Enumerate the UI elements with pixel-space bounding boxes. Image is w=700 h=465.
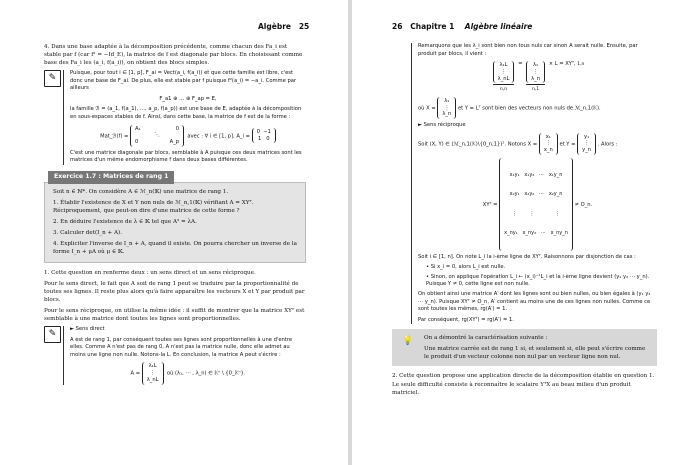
vx3: x_n [543, 147, 553, 154]
right-intro: Remarquons que les λ_i sont bien non tous nuls car sinon A serait nulle. Ensuite, par produit par blocs, il vient : [418, 43, 638, 57]
right-column [392, 43, 657, 400]
vy1: y₁ [584, 133, 590, 140]
remark2-r1: λ₁L [148, 363, 157, 370]
obtient-paragraph: On obtient ainsi une matrice A′ dont les lignes sont ou bien nulles, ou bien égales à (y₁ y₂ ⋯ y_n). Puisque XYᵀ ≠ O_n, A′ contient au moins une de ces lignes non nulles. Comme ce sont toutes les mêmes, rg(A′) = 1. [418, 290, 651, 313]
remark1-p2: la famille ℬ = (a_1, f(a_1), …, a_p, f(a_p)) est une base de E, adaptée à la décomposition en sous-espaces stables de f. Ainsi, dans cette base, la matrice de f est de la forme : [70, 106, 302, 120]
eq-v2: ⋮ [500, 68, 507, 75]
label-nn: n,n [499, 87, 508, 93]
vy3: y_n [582, 147, 592, 154]
ai-00: 0 [256, 128, 260, 135]
right-remark-continued [392, 43, 657, 324]
mat-dots: ⋱ [154, 132, 160, 139]
eq-w3: λ_n [531, 75, 541, 82]
eq-v1: λ₁L [499, 62, 508, 69]
lightbulb-icon: 💡 [402, 336, 414, 347]
block-matrix-equation [70, 125, 306, 147]
remark2-head: ► Sens direct [70, 326, 105, 333]
answer-1-reciprocal: Pour le sens réciproque, on utilise la même idée : il suffit de montrer que la matrice XYᵀ est semblable à une matrice dont toutes les lignes sont proportionnelles. [44, 308, 305, 323]
exercise-block [44, 171, 306, 263]
brace-a [493, 61, 515, 94]
xyt-equation [418, 158, 657, 251]
block-diagonal-matrix [130, 125, 184, 147]
mat-zero-bl: 0 [135, 139, 139, 146]
exercise-box [44, 182, 306, 263]
answer-1-intro: 1. Cette question en renferme deux : un sens direct et un sens réciproque. [44, 269, 256, 276]
def-y: et Y = Lᵀ sont bien des vecteurs non nuls de ℳ_n,1(𝕂). [457, 105, 601, 112]
pencil-icon: ✎ [44, 70, 61, 87]
remark2-p1: A est de rang 1, par conséquent toutes ses lignes sont proportionnelles à une d'entre elles. Comme A n'est pas de rang 0, A n'est pas la matrice nulle, donc elle admet au moins une ligne non nulle. Notons-la L. En conclusion, la matrice A peut s'écrire : [70, 336, 293, 358]
eq-w1: λ₁ [532, 62, 539, 69]
remark1-p1: Puisque, pour tout i ∈ [1, p], F_ai = Vect(a_i, f(a_i)) et que cette famille est libre, c'est donc une base de F_ai. De plus, elle est stable par f puisque f²(a_i) = −a_i. Comme par ailleurs [70, 70, 297, 92]
mat-ap: A_p [169, 139, 179, 146]
recip-alors: . Alors : [597, 141, 618, 148]
answer-1-direct: Pour le sens direct, le fait que A soit de rang 1 peut se traduire par la proportionnalité de toutes ses lignes. Il reste plus alors qu'à faire apparaître les vecteurs X et Y par produit par blocs. [44, 280, 305, 303]
exercise-q2: 2. En déduire l'existence de λ ∈ 𝕂 tel que A² = λA. [53, 219, 197, 226]
exercise-q4: 4. Expliciter l'inverse de I_n + A, quand il existe. On pourra chercher un inverse de la forme I_n + μA où μ ∈ 𝕂. [53, 241, 297, 256]
left-header [258, 22, 309, 31]
eq-v3: λ_nL [497, 75, 510, 82]
def-x-matrix [437, 97, 456, 119]
mat-cond: avec : ∀ i ∈ [1, p], A_i = [187, 133, 250, 140]
pencil-icon: ✎ [44, 326, 61, 343]
def-x1: λ₁ [444, 97, 450, 104]
vx1: x₁ [545, 133, 551, 140]
remark2-lhs: A = [130, 370, 141, 377]
bullet-1: • Si x_i = 0, alors L_i est nulle. [426, 264, 506, 271]
remark-bar [63, 326, 64, 384]
eq-rhs: XYᵀ, [565, 61, 576, 68]
xyt-matrix [499, 158, 573, 251]
ai-01: −1 [263, 128, 271, 135]
remark2-r3: λ_nL [146, 376, 159, 383]
recip-line [418, 133, 657, 155]
xyt-lhs: XYᵀ = [482, 201, 498, 208]
remark2-cond: où (λ₁, ⋯ , λ_n) ∈ 𝕂ⁿ \ {0_𝕂ⁿ}. [166, 370, 246, 377]
xyt-row-4: x_ny₁ x_ny₂ ⋯ x_ny_n [504, 230, 568, 237]
remark1-p3: C'est une matrice diagonale par blocs, semblable à A puisque ces deux matrices sont les matrices d'un même endomorphisme f dans deux bases différentes. [70, 149, 302, 164]
exercise-q3: 3. Calculer det(I_n + A). [53, 230, 122, 237]
remark2-r2: ⋮ [150, 370, 156, 377]
right-page-number: 26 [392, 22, 403, 31]
conclusion-box [392, 329, 657, 366]
right-page [352, 0, 700, 465]
def-x2: ⋮ [444, 104, 450, 111]
vector-y [577, 133, 596, 155]
xyt-row-2: x₂y₁ x₂y₂ ⋯ x₂y_n [509, 191, 563, 198]
soit-paragraph: Soit i ∈ [1, n]. On note L_i la i-ème ligne de XYᵀ. Raisonnons par disjonction de cas : [418, 253, 636, 260]
recip-head: ► Sens réciproque [418, 122, 466, 129]
remark2-column-matrix [142, 362, 164, 384]
remark-block-2 [44, 326, 306, 384]
right-header-title: Algèbre linéaire [464, 22, 533, 31]
right-header-chapter: Chapitre 1 [410, 22, 455, 31]
eq-w2: ⋮ [532, 68, 539, 75]
left-page [0, 0, 348, 465]
exercise-title: Exercice 1.7 : Matrices de rang 1 [48, 171, 174, 184]
eq-times: × L = [548, 61, 564, 68]
remark-bar [63, 70, 64, 165]
brace-x [526, 61, 545, 94]
mat-a1: A₁ [135, 125, 141, 132]
mat-zero-tr: 0 [175, 125, 179, 132]
def-x3: λ_n [442, 111, 452, 118]
conclusion-line-1: On a démontré la caractérisation suivante : [424, 335, 548, 342]
consequence-line: Par conséquent, rg(XYᵀ) = rg(A′) = 1. [418, 316, 514, 323]
vy2: ⋮ [584, 140, 590, 147]
xyt-row-1: x₁y₁ x₁y₂ ⋯ x₁y_n [509, 171, 563, 178]
remark1-formula: F_a1 ⊕ … ⊕ F_ap = E, [159, 95, 217, 102]
left-column [44, 43, 306, 391]
conclusion-line-2: Une matrice carrée est de rang 1 si, et seulement si, elle peut s'écrire comme le produit d'un vecteur colonne non nul par un vecteur ligne non nul. [424, 346, 646, 361]
xyt-rhs: ≠ O_n. [574, 201, 593, 208]
answer-2-paragraph: 2. Cette question propose une application directe de la décomposition établie en question 1. Le seule difficulté consiste à reconnaître le scalaire YᵀX au beau milieu d'un produit matriciel. [392, 373, 655, 396]
vx2: ⋮ [545, 140, 551, 147]
xyt-row-3: ⋮ ⋮ ⋮ [511, 210, 561, 217]
exercise-intro: Soit n ∈ ℕ*. On considère A ∈ ℳ_n(𝕂) une matrice de rang 1. [53, 188, 229, 195]
def-x-lhs: où X = [418, 105, 436, 112]
remark2-equation [70, 362, 306, 384]
ai-matrix [252, 128, 276, 144]
def-x-line [418, 97, 657, 119]
answer-4-paragraph: 4. Dans une base adaptée à la décomposition précédente, comme chacun des Fa_i est stable par f (car f² = −Id_E), la matrice de f est diagonale par blocs. En choisissant comme base des Fa_i les (a_i, f(a_i)), on obtient des blocs simples. [44, 44, 303, 67]
remark-bar [411, 43, 412, 324]
mat-lhs: Mat_ℬ(f) = [100, 133, 129, 140]
label-1n: 1,n [577, 62, 585, 68]
remark-block-1 [44, 70, 306, 165]
exercise-q1: 1. Établir l'existence de X et Y non nuls de ℳ_n,1(𝕂) vérifiant A = XYᵀ. Réciproquement, que peut-on dire d'une matrice de cette forme ? [53, 199, 254, 215]
recip-p1: Soit (X, Y) ∈ (ℳ_n,1(𝕂)\{0_n,1})². Notons X = [418, 141, 538, 148]
label-n1: n,1 [531, 87, 540, 93]
right-header [392, 22, 532, 31]
left-header-title: Algèbre [258, 22, 291, 31]
product-equation: λ₁L ⋮ λ_nL n,n = λ₁ ⋮ λ_n n,1 × L = XYᵀ, 1,n [418, 61, 657, 94]
vector-x [539, 133, 558, 155]
ai-11: 0 [266, 135, 270, 142]
left-page-number: 25 [298, 22, 310, 31]
recip-and: et Y = [559, 141, 576, 148]
ai-10: 1 [257, 135, 262, 142]
bullet-2: • Sinon, on applique l'opération L_i ← (x_i)⁻¹L_i et la i-ème ligne devient (y₁ y₂ ⋯ y_n). Puisque Y ≠ 0, cette ligne est non nulle. [426, 273, 650, 288]
